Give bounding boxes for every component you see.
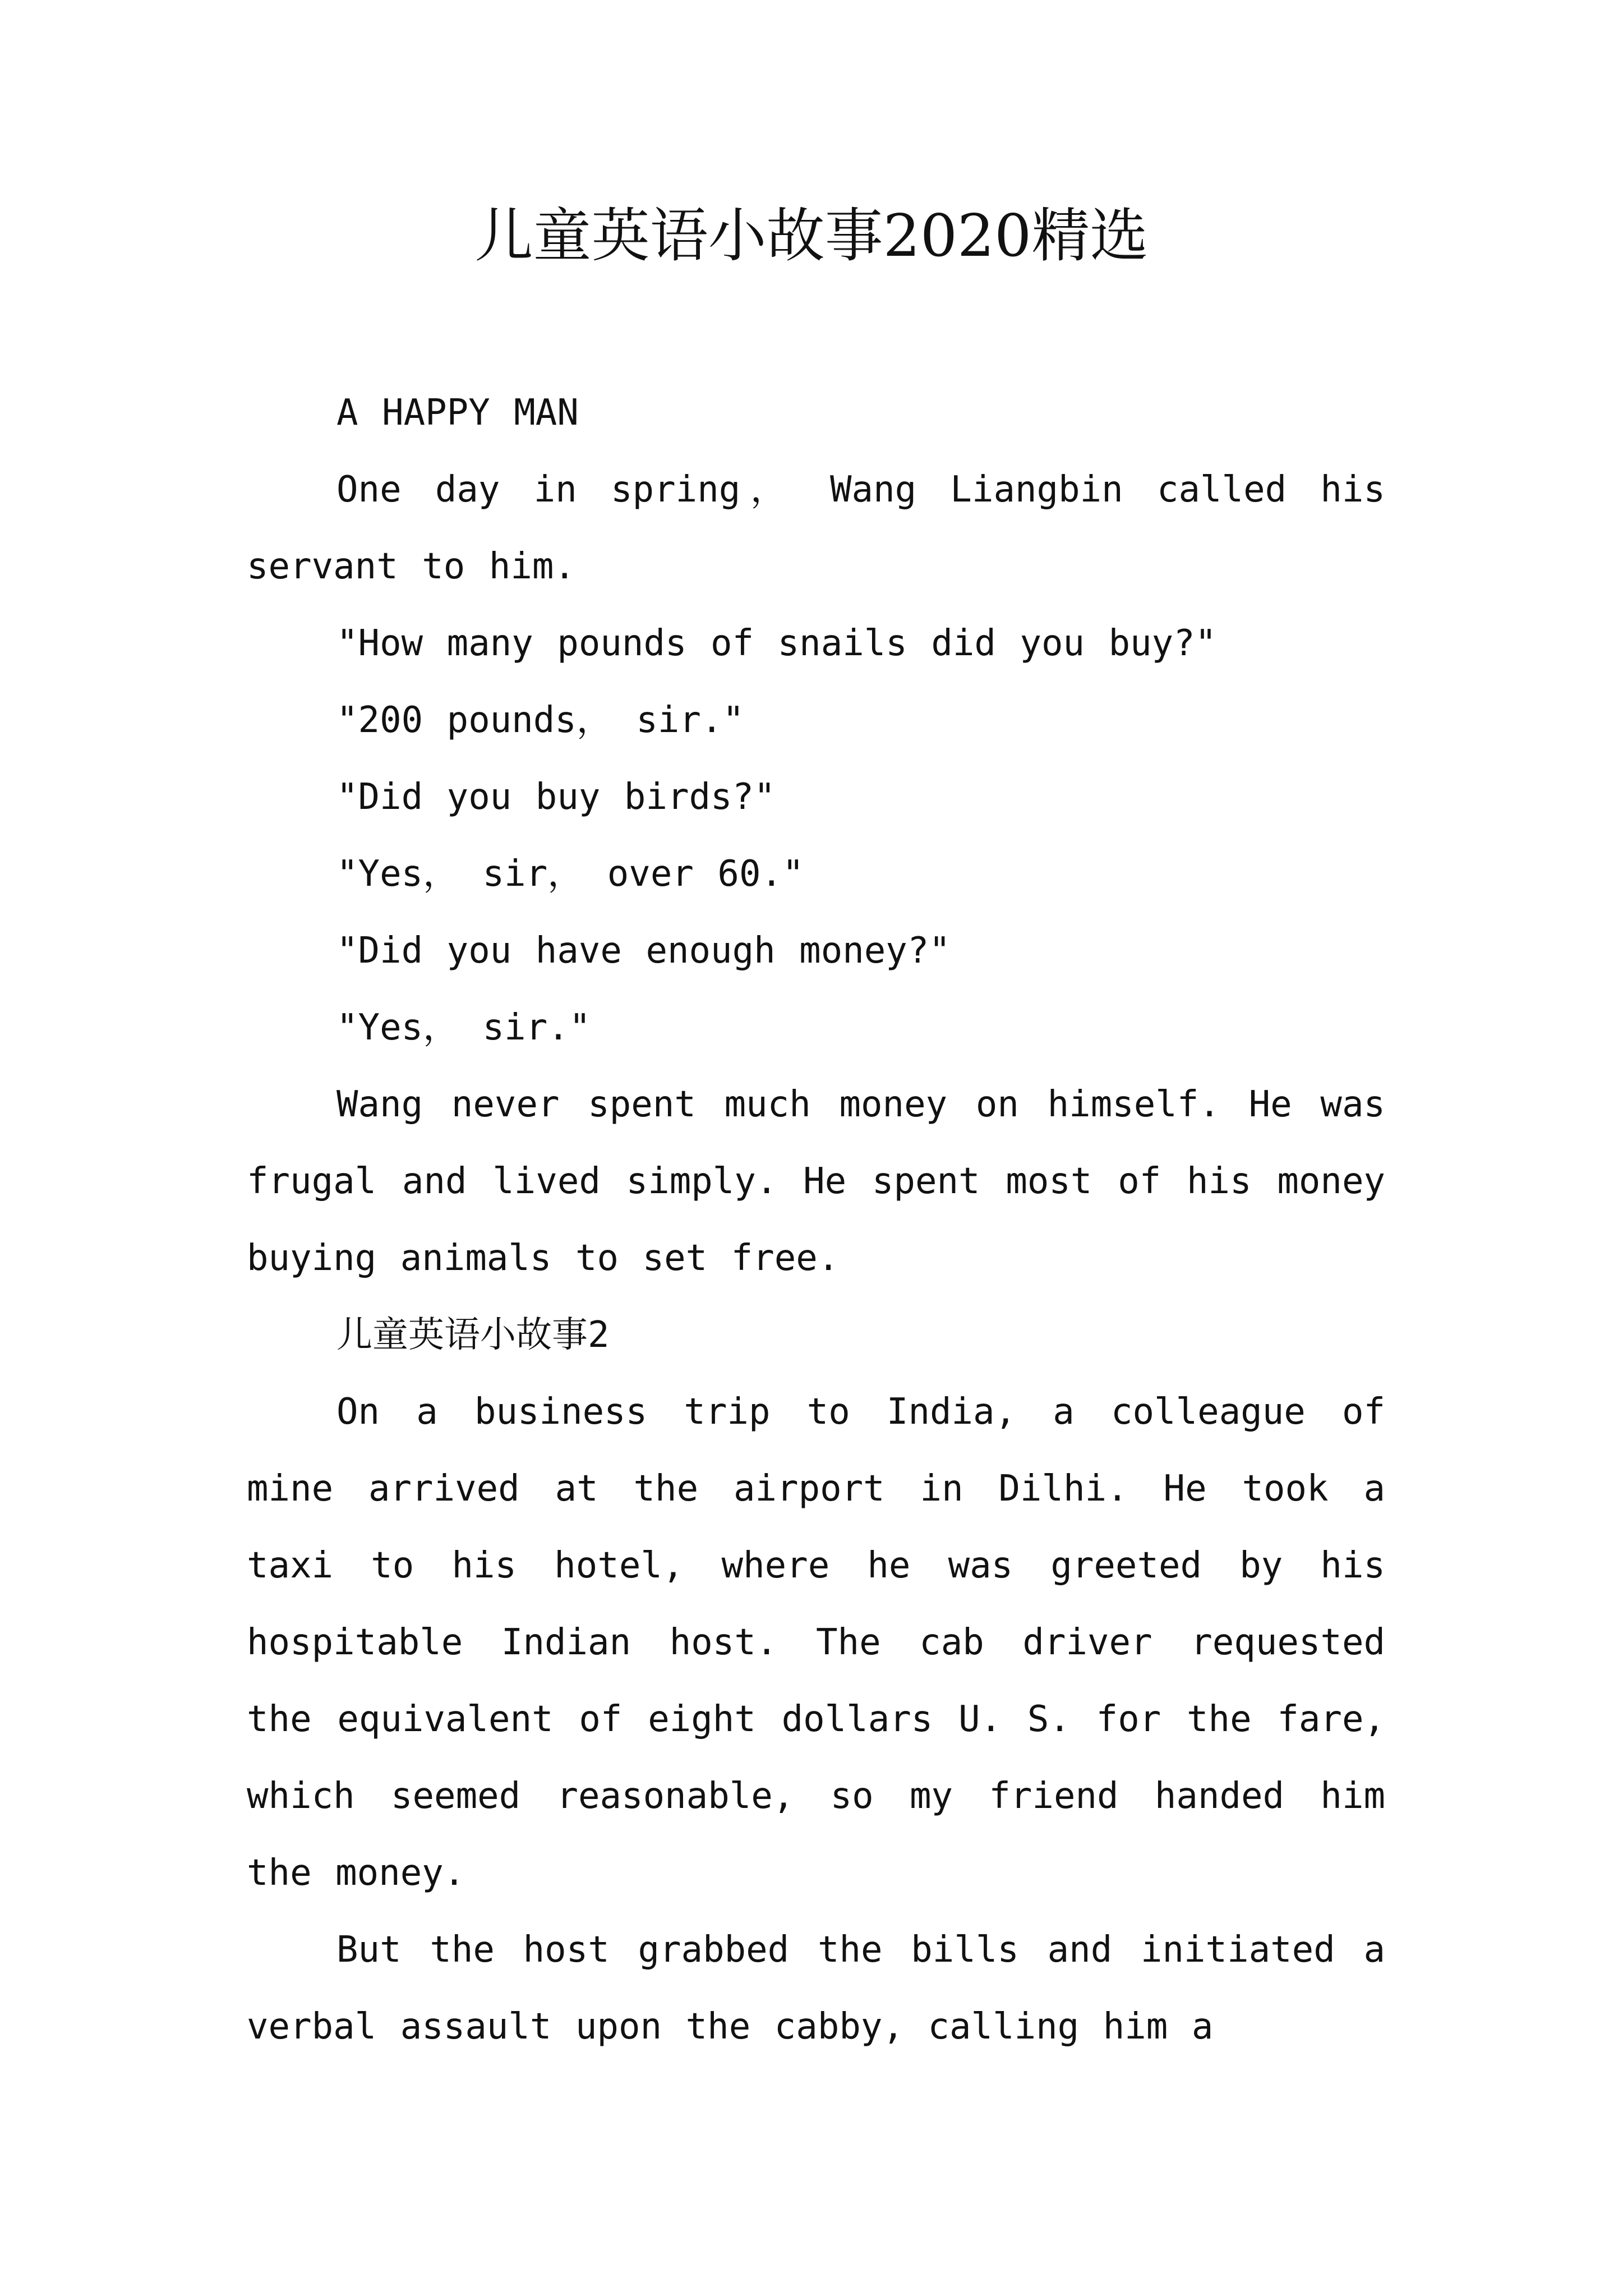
dialogue-line: "Yes， sir.": [336, 1007, 591, 1048]
paragraph: Wang never spent much money on himself. He was frugal and lived simply. He spent most of his money buying animals to set free.: [247, 1084, 1385, 1279]
dialogue-line: "How many pounds of snails did you buy?": [336, 623, 1217, 664]
document-body: [247, 375, 1385, 2065]
story-heading: 儿童英语小故事2: [336, 1314, 610, 1356]
document-title: 儿童英语小故事2020精选: [474, 201, 1149, 270]
dialogue-line: "Yes， sir， over 60.": [336, 853, 804, 895]
paragraph: On a business trip to India, a colleague of mine arrived at the airport in Dilhi. He took a taxi to his hotel, where he was greeted by his hospitable Indian host. The cab driver requested the equivalent of eight dollars U. S. for the fare, which seemed reasonable, so my friend handed him the money.: [247, 1391, 1385, 1894]
paragraph: But the host grabbed the bills and initiated a verbal assault upon the cabby, calling him a: [247, 1929, 1385, 2047]
dialogue-line: "200 pounds， sir.": [336, 700, 745, 741]
paragraph: One day in spring， Wang Liangbin called his servant to him.: [247, 469, 1385, 587]
dialogue-line: "Did you buy birds?": [336, 776, 776, 818]
story-heading: A HAPPY MAN: [336, 392, 579, 434]
dialogue-line: "Did you have enough money?": [336, 930, 951, 972]
